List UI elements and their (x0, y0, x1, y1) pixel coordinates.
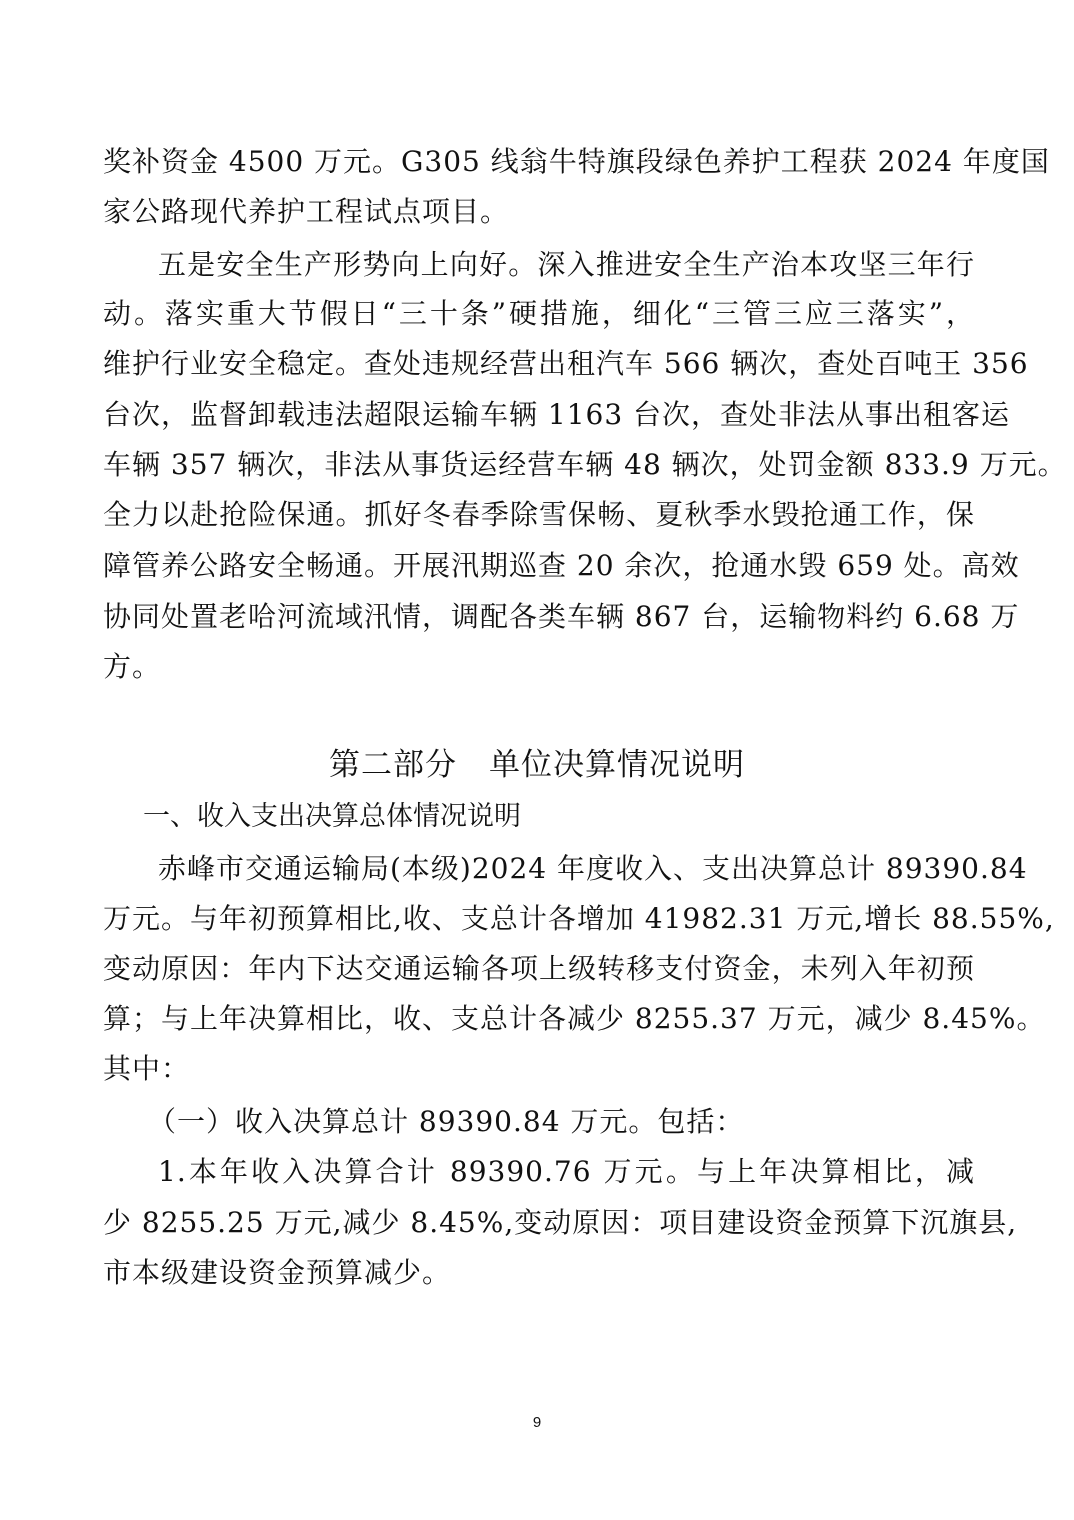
paragraph-line: 台次，监督卸载违法超限运输车辆 1163 台次，查处非法从事出租客运 (103, 398, 1011, 431)
paragraph-line: 障管养公路安全畅通。开展汛期巡查 20 余次，抢通水毁 659 处。高效 (103, 549, 1020, 582)
paragraph-line: 其中： (103, 1052, 191, 1085)
paragraph-line: 协同处置老哈河流域汛情，调配各类车辆 867 台，运输物料约 6.68 万 (103, 600, 1020, 633)
paragraph-line: 少 8255.25 万元,减少 8.45%,变动原因：项目建设资金预算下沉旗县, (103, 1206, 1018, 1239)
paragraph-line: 万元。与年初预算相比,收、支总计各增加 41982.31 万元,增长 88.55%, (103, 902, 1055, 935)
paragraph-line: 维护行业安全稳定。查处违规经营出租汽车 566 辆次，查处百吨王 356 (103, 347, 1029, 380)
paragraph-line: 方。 (103, 650, 162, 683)
paragraph-line: 算；与上年决算相比，收、支总计各减少 8255.37 万元，减少 8.45%。 (103, 1002, 1046, 1035)
paragraph-line: 市本级建设资金预算减少。 (103, 1256, 452, 1289)
section-subtitle: 一、收入支出决算总体情况说明 (143, 801, 521, 832)
paragraph-line: 家公路现代养护工程试点项目。 (103, 195, 510, 228)
paragraph-line: 动。落实重大节假日“三十条”硬措施，细化“三管三应三落实”， (103, 297, 975, 330)
page-number: 9 (532, 1414, 542, 1431)
paragraph-line: 车辆 357 辆次，非法从事货运经营车辆 48 辆次，处罚金额 833.9 万元。 (103, 448, 1067, 481)
income-total-item: （一）收入决算总计 89390.84 万元。包括： (148, 1105, 745, 1138)
paragraph-line: 赤峰市交通运输局(本级)2024 年度收入、支出决算总计 89390.84 (158, 852, 1028, 885)
paragraph-line: 全力以赴抢险保通。抓好冬春季除雪保畅、夏秋季水毁抢通工作，保 (103, 498, 975, 531)
paragraph-line: 奖补资金 4500 万元。G305 线翁牛特旗段绿色养护工程获 2024 年度国 (103, 145, 1050, 178)
paragraph-line: 五是安全生产形势向上向好。深入推进安全生产治本攻坚三年行 (158, 248, 975, 281)
paragraph-line: 1.本年收入决算合计 89390.76 万元。与上年决算相比，减 (158, 1155, 975, 1188)
paragraph-line: 变动原因：年内下达交通运输各项上级转移支付资金，未列入年初预 (103, 952, 975, 985)
section-title: 第二部分 单位决算情况说明 (329, 747, 745, 783)
